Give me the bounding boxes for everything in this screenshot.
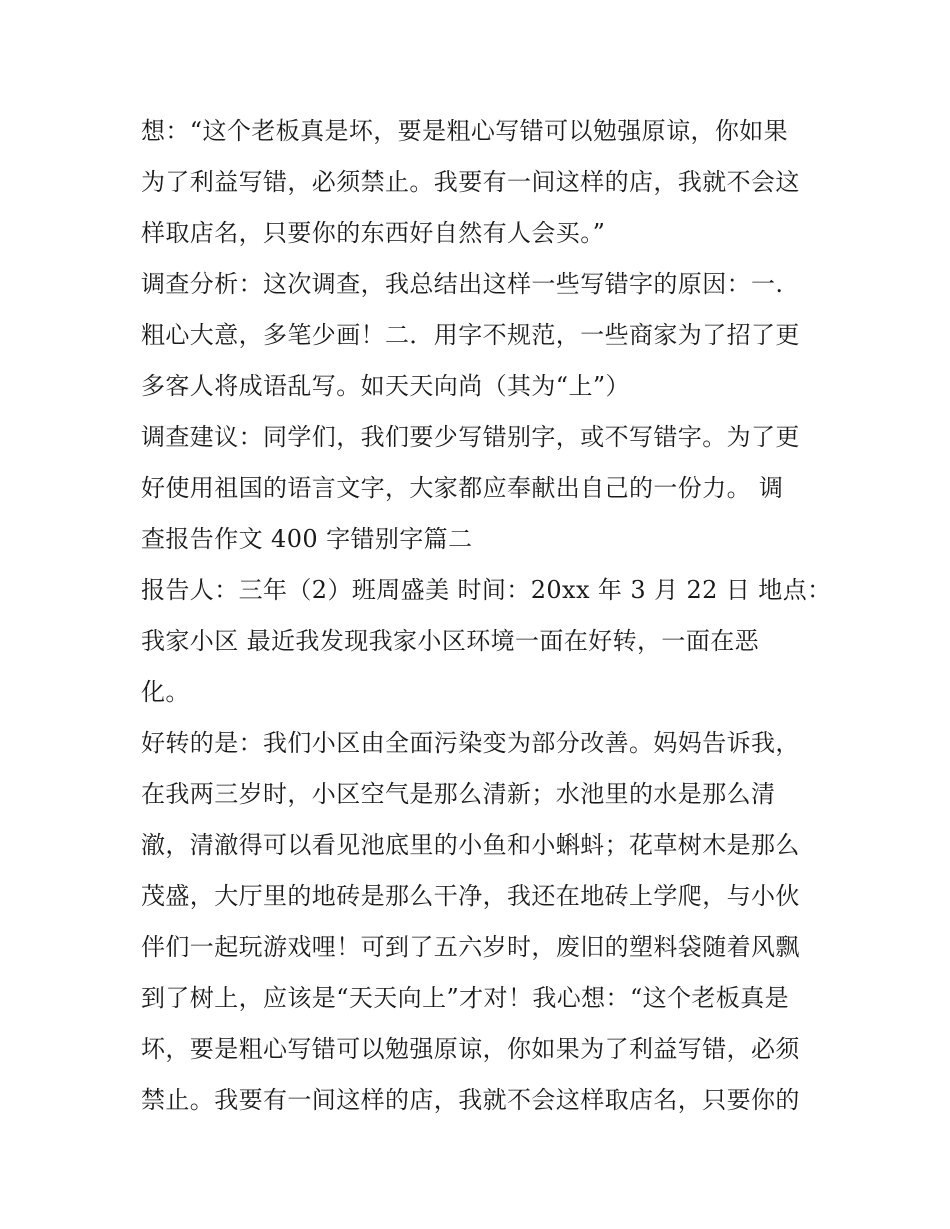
text-line: 想：“这个老板真是坏，要是粗心写错可以勉强原谅，你如果 xyxy=(141,117,789,145)
text-line: 样取店名，只要你的东西好自然有人会买。” xyxy=(141,219,606,247)
body-text xyxy=(141,109,832,1129)
text-line: 化。 xyxy=(141,678,190,706)
text-line: 粗心大意，多笔少画！二．用字不规范，一些商家为了招了更 xyxy=(141,321,800,349)
text-line: 伴们一起玩游戏哩！可到了五六岁时，废旧的塑料袋随着风飘 xyxy=(141,933,800,961)
text-line: 澈，清澈得可以看见池底里的小鱼和小蝌蚪；花草树木是那么 xyxy=(141,831,800,859)
text-line: 查报告作文 400 字错别字篇二 xyxy=(141,525,473,553)
text-line: 到了树上，应该是“天天向上”才对！我心想：“这个老板真是 xyxy=(141,984,790,1012)
text-line: 好使用祖国的语言文字，大家都应奉献出自己的一份力。 调 xyxy=(141,474,784,502)
text-line: 禁止。我要有一间这样的店，我就不会这样取店名，只要你的 xyxy=(141,1086,800,1114)
text-line: 调查分析：这次调查，我总结出这样一些写错字的原因：一. xyxy=(141,270,784,298)
text-line: 在我两三岁时，小区空气是那么清新；水池里的水是那么清 xyxy=(141,780,776,808)
text-line: 报告人：三年（2）班周盛美 时间：20xx 年 3 月 22 日 地点： xyxy=(141,576,832,604)
text-line: 好转的是：我们小区由全面污染变为部分改善。妈妈告诉我， xyxy=(141,729,800,757)
text-line: 茂盛，大厅里的地砖是那么干净，我还在地砖上学爬，与小伙 xyxy=(141,882,800,910)
text-line: 多客人将成语乱写。如天天向尚（其为“上”） xyxy=(141,372,630,400)
text-line: 为了利益写错，必须禁止。我要有一间这样的店，我就不会这 xyxy=(141,168,800,196)
text-line: 调查建议：同学们，我们要少写错别字，或不写错字。为了更 xyxy=(141,423,800,451)
text-line: 我家小区 最近我发现我家小区环境一面在好转，一面在恶 xyxy=(141,627,760,655)
text-line: 坏，要是粗心写错可以勉强原谅，你如果为了利益写错，必须 xyxy=(141,1035,800,1063)
